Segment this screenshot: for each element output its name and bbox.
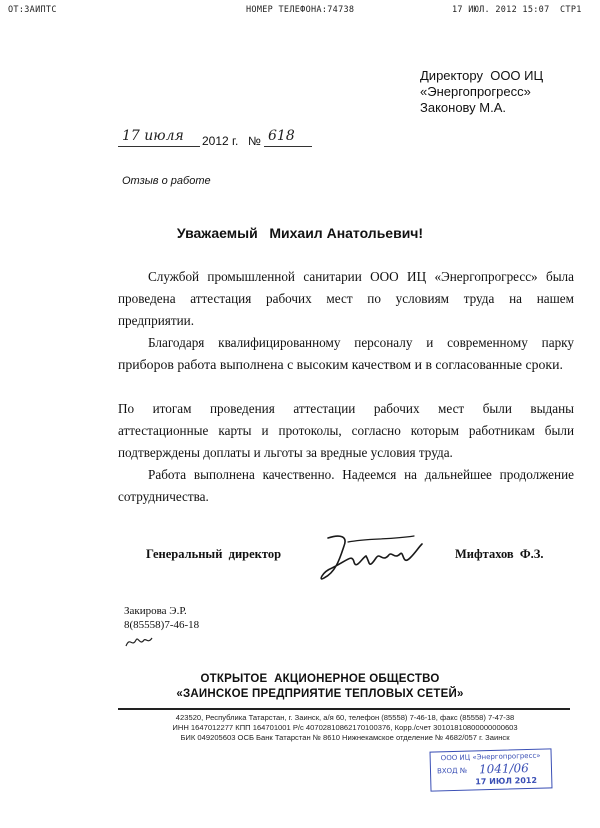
incoming-stamp xyxy=(429,748,552,791)
stamp-in-label: ВХОД № xyxy=(436,766,468,776)
contact-phone: 8(85558)7-46-18 xyxy=(124,619,200,631)
body-paragraph-3 xyxy=(118,398,574,464)
body-p1-line-2: проведена аттестация рабочих мест по условиям труда на нашем xyxy=(118,291,574,306)
fax-from: ОТ:ЗАИПТС xyxy=(8,5,57,15)
company-name-line-2: «ЗАИНСКОЕ ПРЕДПРИЯТИЕ ТЕПЛОВЫХ СЕТЕЙ» xyxy=(176,688,464,700)
body-paragraph-2 xyxy=(118,332,574,376)
body-p4-line-1: Работа выполнена качественно. Надеемся на дальнейшее продолжение xyxy=(148,467,574,482)
body-p3-line-3: подтверждены доплаты и льготы за вредные условия труда. xyxy=(118,445,453,460)
fax-header xyxy=(0,0,600,20)
signatory-title: Генеральный директор xyxy=(146,547,282,561)
addressee-line-3: Законову М.А. xyxy=(420,100,507,115)
footer-line-3: БИК 049205603 ОСБ Банк Татарстан № 8610 Нижнекамское отделение № 4682/057 г. Заинск xyxy=(180,733,510,742)
body-p1-line-3: предприятии. xyxy=(118,313,194,328)
company-name-line-1: ОТКРЫТОЕ АКЦИОНЕРНОЕ ОБЩЕСТВО xyxy=(200,673,440,685)
body-p1-line-1: Службой промышленной санитарии ООО ИЦ «Энергопрогресс» была xyxy=(148,269,574,284)
body-p4-line-2: сотрудничества. xyxy=(118,489,209,504)
fax-phone: НОМЕР ТЕЛЕФОНА:74738 xyxy=(246,5,355,15)
stamp-org: ООО ИЦ «Энергопрогресс» xyxy=(440,751,541,763)
subject: Отзыв о работе xyxy=(122,175,211,187)
handwritten-signature xyxy=(318,528,428,588)
addressee-line-2: «Энергопрогресс» xyxy=(420,84,531,99)
footer-divider xyxy=(118,708,570,710)
footer-line-2: ИНН 1647012277 КПП 164701001 Р/с 40702810862170100376, Корр./счет 30101810800000000603 xyxy=(172,723,518,732)
body-p3-line-2: аттестационные карты и протоколы, согласно которым работникам были xyxy=(118,423,574,438)
fax-datetime: 17 ИЮЛ. 2012 15:07 xyxy=(452,5,550,15)
ref-date-handwritten: 17 июля xyxy=(122,128,184,144)
stamp-date: 17 ИЮЛ 2012 xyxy=(475,775,538,787)
addressee-block xyxy=(420,68,543,116)
ref-number-underline xyxy=(264,146,312,147)
footer-requisites xyxy=(110,713,580,743)
contact-block xyxy=(124,604,199,632)
company-name-block xyxy=(0,672,600,702)
body-p3-line-1: По итогам проведения аттестации рабочих мест были выданы xyxy=(118,401,574,416)
stamp-in-number: 1041/06 xyxy=(478,761,530,777)
body-paragraph-4 xyxy=(118,464,574,508)
body-p2-line-1: Благодаря квалифицированному персоналу и современному парку xyxy=(148,335,574,350)
contact-name: Закирова Э.Р. xyxy=(124,605,187,617)
signatory-name: Мифтахов Ф.З. xyxy=(455,547,544,561)
ref-number-sign: № xyxy=(248,134,261,148)
body-p2-line-2: приборов работа выполнена с высоким качеством и в согласованные сроки. xyxy=(118,357,563,372)
ref-number-handwritten: 618 xyxy=(268,128,295,144)
footer-line-1: 423520, Республика Татарстан, г. Заинск, а/я 60, телефон (85558) 7-46-18, факс (85558) 7-47-38 xyxy=(175,713,515,722)
fax-page: СТР1 xyxy=(560,5,582,15)
body-paragraph-1 xyxy=(118,266,574,332)
ref-year: 2012 г. xyxy=(202,134,239,148)
addressee-line-1: Директору ООО ИЦ xyxy=(420,68,544,83)
reference-line xyxy=(118,128,318,150)
salutation: Уважаемый Михаил Анатольевич! xyxy=(176,225,424,241)
contact-initials-mark xyxy=(124,634,154,650)
ref-date-underline xyxy=(118,146,200,147)
